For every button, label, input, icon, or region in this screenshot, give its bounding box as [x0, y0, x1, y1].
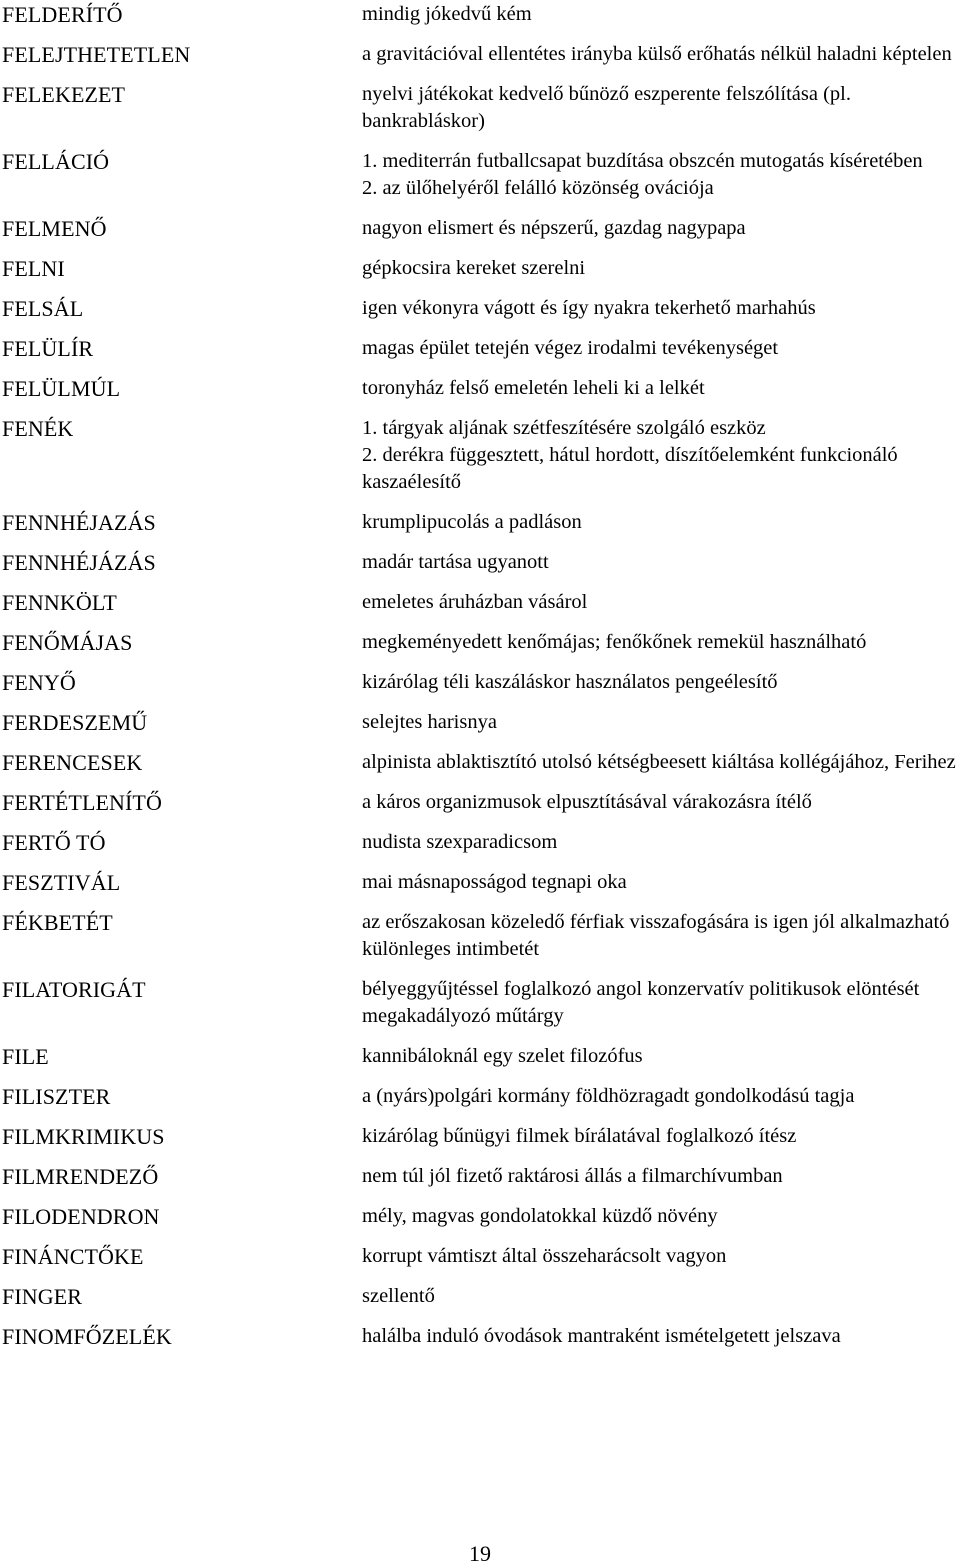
dictionary-entry [0, 1323, 960, 1350]
entry-definition [362, 829, 960, 856]
dictionary-entry [0, 749, 960, 776]
dictionary-entry [0, 295, 960, 322]
dictionary-entry [0, 909, 960, 963]
entry-term: FELDERÍTŐ [2, 2, 123, 27]
entry-definition [362, 1323, 960, 1350]
entry-term: FERTÉTLENÍTŐ [2, 790, 162, 815]
definition-line: mindig jókedvű kém [362, 3, 532, 25]
entry-term: FESZTIVÁL [2, 870, 121, 895]
entry-term: FENÉK [2, 416, 74, 441]
definition-line: a káros organizmusok elpusztításával várakozásra ítélő [362, 791, 812, 813]
dictionary-entry [0, 1043, 960, 1070]
dictionary-entry [0, 589, 960, 616]
entry-definition [362, 1, 960, 28]
entry-definition [362, 549, 960, 576]
entry-definition [362, 375, 960, 402]
entry-definition [362, 669, 960, 696]
dictionary-entry [0, 1123, 960, 1150]
entry-definition [362, 415, 960, 496]
definition-line: emeletes áruházban vásárol [362, 591, 588, 613]
entry-term: FELÜLÍR [2, 336, 94, 361]
definition-line: madár tartása ugyanott [362, 551, 549, 573]
definition-line: selejtes harisnya [362, 711, 497, 733]
dictionary-entry [0, 669, 960, 696]
definition-line: 1. mediterrán futballcsapat buzdítása obszcén mutogatás kíséretében [362, 150, 923, 172]
definition-line: mai másnaposságod tegnapi oka [362, 871, 627, 893]
definition-line: kannibáloknál egy szelet filozófus [362, 1045, 643, 1067]
entry-definition [362, 1203, 960, 1230]
entry-term: FILODENDRON [2, 1204, 160, 1229]
entry-definition [362, 589, 960, 616]
definition-line: nagyon elismert és népszerű, gazdag nagypapa [362, 217, 746, 239]
entry-term: FILMKRIMIKUS [2, 1124, 165, 1149]
dictionary-entry [0, 1283, 960, 1310]
entry-term: FINGER [2, 1284, 83, 1309]
definition-line: magas épület tetején végez irodalmi tevékenységet [362, 337, 779, 359]
entry-term: FENŐMÁJAS [2, 630, 133, 655]
definition-line: szellentő [362, 1285, 435, 1307]
definition-line: kizárólag bűnügyi filmek bírálatával foglalkozó ítész [362, 1125, 797, 1147]
entry-term: FILE [2, 1044, 49, 1069]
definition-line: korrupt vámtiszt által összeharácsolt vagyon [362, 1245, 727, 1267]
entry-definition [362, 749, 960, 776]
entry-definition [362, 869, 960, 896]
dictionary-entry [0, 1083, 960, 1110]
definition-line: megkeményedett kenőmájas; fenőkőnek remekül használható [362, 631, 867, 653]
dictionary-entry [0, 415, 960, 496]
entry-definition [362, 789, 960, 816]
dictionary-entry [0, 41, 960, 68]
entry-term: FENNHÉJÁZÁS [2, 550, 156, 575]
dictionary-entry [0, 148, 960, 202]
dictionary-entry [0, 335, 960, 362]
entry-definition [362, 709, 960, 736]
dictionary-entry [0, 509, 960, 536]
entry-term: FENNKÖLT [2, 590, 117, 615]
entry-term: FELNI [2, 256, 65, 281]
entry-definition [362, 1043, 960, 1070]
definition-line: mély, magvas gondolatokkal küzdő növény [362, 1205, 718, 1227]
dictionary-entry [0, 81, 960, 135]
page-number: 19 [469, 1541, 491, 1566]
definition-line: igen vékonyra vágott és így nyakra tekerhető marhahús [362, 297, 816, 319]
definition-line: 2. az ülőhelyéről felálló közönség ovációja [362, 177, 714, 199]
dictionary-entry [0, 375, 960, 402]
entry-term: FELLÁCIÓ [2, 149, 110, 174]
definition-line: 2. derékra függesztett, hátul hordott, díszítőelemként funkcionáló kaszaélesítő [362, 444, 898, 493]
entry-term: FELEJTHETETLEN [2, 42, 191, 67]
entry-term: FERDESZEMŰ [2, 710, 148, 735]
entry-term: FINOMFŐZELÉK [2, 1324, 172, 1349]
definition-line: az erőszakosan közeledő férfiak visszafogására is igen jól alkalmazható különleges intimbetét [362, 911, 950, 960]
entry-definition [362, 629, 960, 656]
entry-definition [362, 295, 960, 322]
dictionary-entry [0, 1, 960, 28]
entry-term: FENNHÉJAZÁS [2, 510, 156, 535]
entry-term: FENYŐ [2, 670, 76, 695]
definition-line: kizárólag téli kaszáláskor használatos pengeélesítő [362, 671, 778, 693]
entry-definition [362, 255, 960, 282]
entry-definition [362, 1243, 960, 1270]
entry-definition [362, 909, 960, 963]
entry-term: FELSÁL [2, 296, 84, 321]
entry-term: FELMENŐ [2, 216, 107, 241]
dictionary-entry [0, 215, 960, 242]
dictionary-entry [0, 549, 960, 576]
definition-line: gépkocsira kereket szerelni [362, 257, 586, 279]
definition-line: a (nyárs)polgári kormány földhözragadt gondolkodású tagja [362, 1085, 855, 1107]
entry-term: FERTŐ TÓ [2, 830, 106, 855]
definition-line: krumplipucolás a padláson [362, 511, 582, 533]
entry-definition [362, 1123, 960, 1150]
entry-definition [362, 509, 960, 536]
dictionary-entry [0, 629, 960, 656]
dictionary-entry [0, 255, 960, 282]
dictionary-entry [0, 1163, 960, 1190]
entry-definition [362, 335, 960, 362]
definition-line: halálba induló óvodások mantraként ismételgetett jelszava [362, 1325, 841, 1347]
dictionary-entry [0, 829, 960, 856]
dictionary-list [0, 1, 960, 1363]
dictionary-entry [0, 1203, 960, 1230]
entry-definition [362, 1163, 960, 1190]
entry-term: FELEKEZET [2, 82, 126, 107]
dictionary-entry [0, 869, 960, 896]
entry-term: FINÁNCTŐKE [2, 1244, 144, 1269]
entry-definition [362, 148, 960, 202]
entry-term: FELÜLMÚL [2, 376, 121, 401]
entry-term: FILMRENDEZŐ [2, 1164, 159, 1189]
entry-term: FERENCESEK [2, 750, 143, 775]
entry-term: FILATORIGÁT [2, 977, 146, 1002]
definition-line: nem túl jól fizető raktárosi állás a filmarchívumban [362, 1165, 783, 1187]
definition-line: bélyeggyűjtéssel foglalkozó angol konzervatív politikusok elöntését megakadályozó műtárgy [362, 978, 920, 1027]
entry-definition [362, 81, 960, 135]
entry-definition [362, 41, 960, 68]
definition-line: a gravitációval ellentétes irányba külső erőhatás nélkül haladni képtelen [362, 43, 952, 65]
definition-line: nudista szexparadicsom [362, 831, 558, 853]
definition-line: toronyház felső emeletén leheli ki a lelkét [362, 377, 705, 399]
entry-definition [362, 976, 960, 1030]
dictionary-entry [0, 789, 960, 816]
entry-definition [362, 1083, 960, 1110]
dictionary-entry [0, 709, 960, 736]
definition-line: alpinista ablaktisztító utolsó kétségbeesett kiáltása kollégájához, Ferihez [362, 751, 956, 773]
entry-definition [362, 215, 960, 242]
entry-term: FILISZTER [2, 1084, 111, 1109]
definition-line: nyelvi játékokat kedvelő bűnöző eszperente felszólítása (pl. bankrabláskor) [362, 83, 851, 132]
definition-line: 1. tárgyak aljának szétfeszítésére szolgáló eszköz [362, 417, 766, 439]
dictionary-entry [0, 976, 960, 1030]
dictionary-entry [0, 1243, 960, 1270]
entry-term: FÉKBETÉT [2, 910, 113, 935]
entry-definition [362, 1283, 960, 1310]
